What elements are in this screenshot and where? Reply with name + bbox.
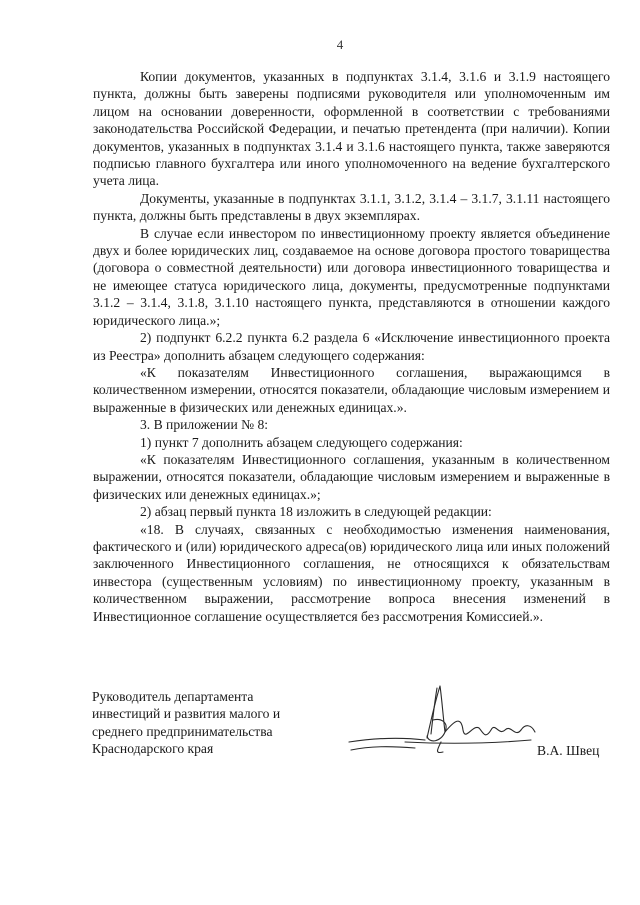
paragraph-amendment-6-2-2: 2) подпункт 6.2.2 пункта 6.2 раздела 6 «Исключение инвестиционного проекта из Реестра» дополнить абзацем следующего содержания:: [93, 330, 610, 363]
document-body: [93, 68, 610, 625]
paragraph-quote-indicators-1: «К показателям Инвестиционного соглашения, выражающимся в количественном измерении, относятся показатели, обладающие числовым измерением и выраженные в физических или денежных единицах.».: [93, 364, 610, 415]
signatory-title: [92, 688, 332, 758]
paragraph-two-copies: Документы, указанные в подпунктах 3.1.1, 3.1.2, 3.1.4 – 3.1.7, 3.1.11 настоящего пункта, должны быть представлены в двух экземплярах.: [93, 190, 610, 224]
signatory-title-line: Краснодарского края: [92, 741, 214, 757]
paragraph-quote-item-18: «18. В случаях, связанных с необходимостью изменения наименования, фактического и (или) юридического адреса(ов) юридического лица или иных положений заключенного Инвестиционного соглашения, не относящихся к обязательствам инвестора (существенным условиям) по инвестиционному проекту, указанным в количественном выражении, рассмотрение вопроса внесения изменений в Инвестиционное соглашение осуществляется без рассмотрения Комиссией.».: [93, 521, 610, 624]
signatory-title-line: Руководитель департамента: [92, 689, 254, 704]
signatory-title-line: инвестиций и развития малого и: [92, 706, 281, 722]
paragraph-quote-indicators-2: «К показателям Инвестиционного соглашения, указанным в количественном выражении, относятся показатели, обладающие числовым измерением и выраженные в физических или денежных единицах.»;: [93, 451, 610, 502]
paragraph-item-7: 1) пункт 7 дополнить абзацем следующего содержания:: [140, 434, 463, 450]
handwritten-signature: [345, 680, 550, 775]
paragraph-item-18: 2) абзац первый пункта 18 изложить в следующей редакции:: [140, 504, 492, 520]
page-number: 4: [336, 37, 344, 52]
paragraph-appendix-8: 3. В приложении № 8:: [140, 417, 269, 433]
signatory-title-line: среднего предпринимательства: [92, 723, 273, 739]
paragraph-copies-certification: Копии документов, указанных в подпунктах 3.1.4, 3.1.6 и 3.1.9 настоящего пункта, должны быть заверены подписями руководителя или уполномоченным им лицом на основании доверенности, оформленной в соответствии с требованиями законодательства Российской Федерации, и печатью претендента (при наличии). Копии документов, указанных в подпунктах 3.1.4 и 3.1.6 настоящего пункта, также заверяются подписью главного бухгалтера или иного уполномоченного на ведение бухгалтерского учета лица.: [93, 69, 610, 189]
paragraph-partnership-investor: В случае если инвестором по инвестиционному проекту является объединение двух и более юридических лиц, создаваемое на основе договора простого товарищества (договора о совместной деятельности) или договора инвестиционного товарищества и не имеющее статуса юридического лица, документы, предусмотренные подпунктами 3.1.2 – 3.1.4, 3.1.8, 3.1.10 настоящего пункта, представляются в отношении каждого юридического лица.»;: [93, 225, 610, 328]
signatory-name: В.А. Швец: [537, 743, 600, 758]
